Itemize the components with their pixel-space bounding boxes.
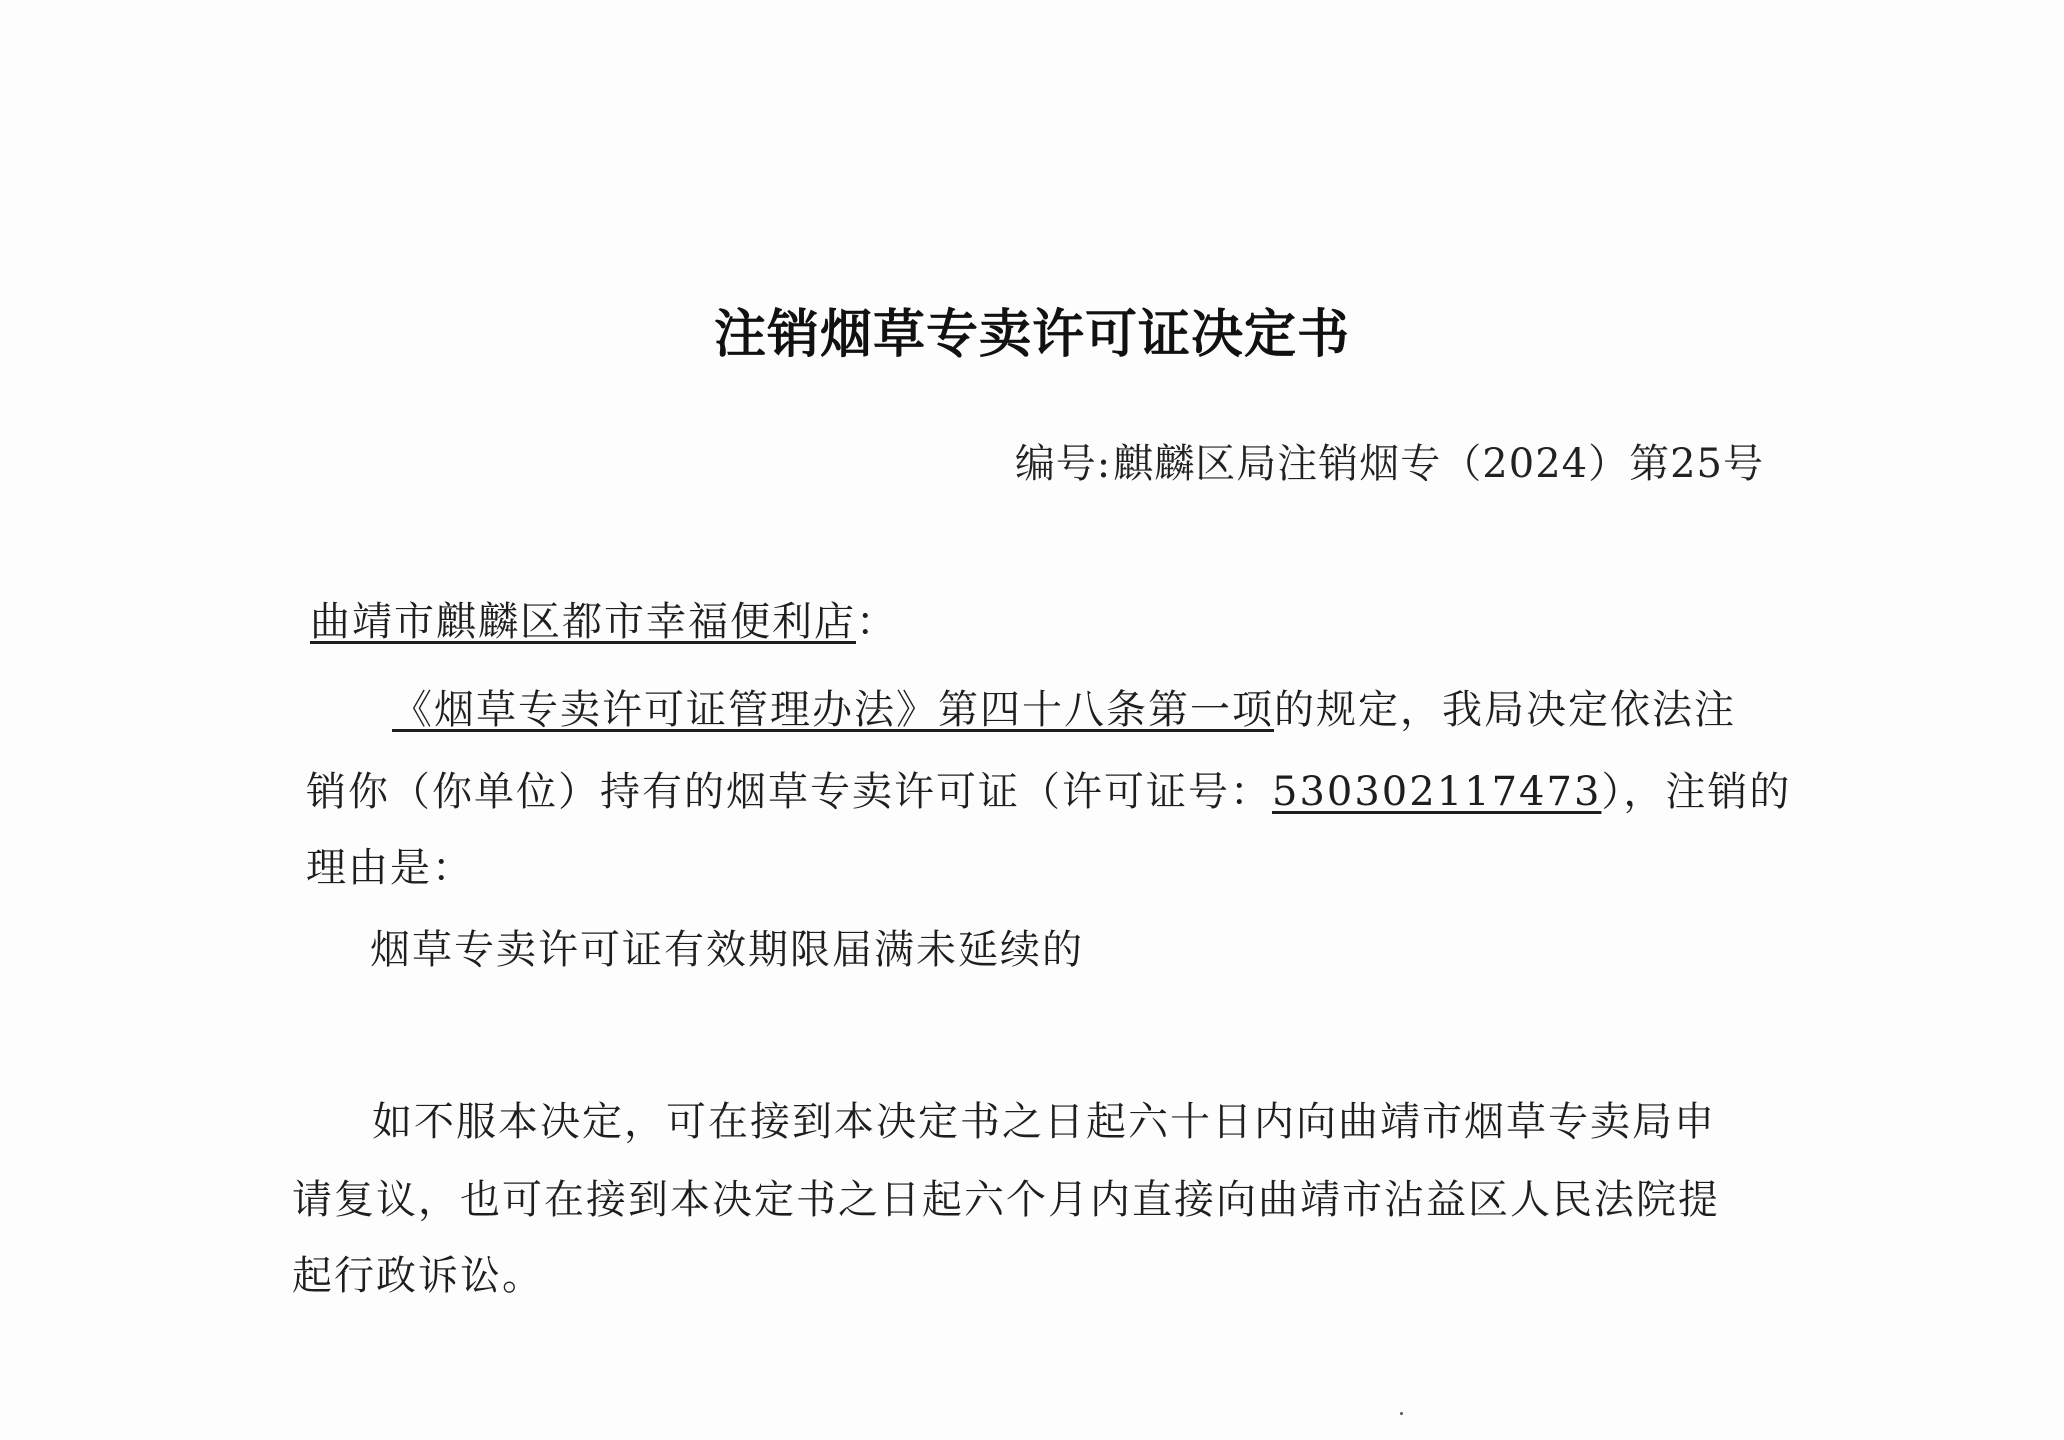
appeal-line-2: 请复议，也可在接到本决定书之日起六个月内直接向曲靖市沾益区人民法院提 [292, 1177, 1720, 1223]
cancellation-reason: 烟草专卖许可证有效期限届满未延续的 [370, 927, 1084, 973]
document-number-label: 编号: [1014, 441, 1112, 487]
appeal-line-3: 起行政诉讼。 [292, 1253, 544, 1299]
addressee-name: 曲靖市麒麟区都市幸福便利店 [310, 599, 856, 645]
paragraph-1-line-2 [306, 760, 1792, 817]
regulation-reference: 《烟草专卖许可证管理办法》第四十八条第一项 [392, 687, 1274, 733]
document-number-value: 麒麟区局注销烟专（2024）第25号 [1113, 441, 1764, 487]
paragraph-1-line-2-pre: 销你（你单位）持有的烟草专卖许可证（许可证号： [306, 769, 1272, 815]
paragraph-1-line-2-post: ），注销的 [1601, 769, 1792, 815]
document-title: 注销烟草专卖许可证决定书 [713, 305, 1350, 365]
paragraph-1-line-1 [392, 678, 1832, 735]
document-number [1015, 432, 1764, 489]
addressee-suffix: ： [856, 599, 898, 645]
scan-speck [1400, 1412, 1403, 1415]
addressee-line [310, 590, 1750, 647]
license-number: 530302117473 [1272, 769, 1602, 815]
appeal-line-1: 如不服本决定，可在接到本决定书之日起六十日内向曲靖市烟草专卖局申 [372, 1099, 1716, 1145]
paragraph-1-text: 的规定，我局决定依法注 [1274, 687, 1736, 733]
paragraph-1-line-3: 理由是： [306, 845, 474, 891]
